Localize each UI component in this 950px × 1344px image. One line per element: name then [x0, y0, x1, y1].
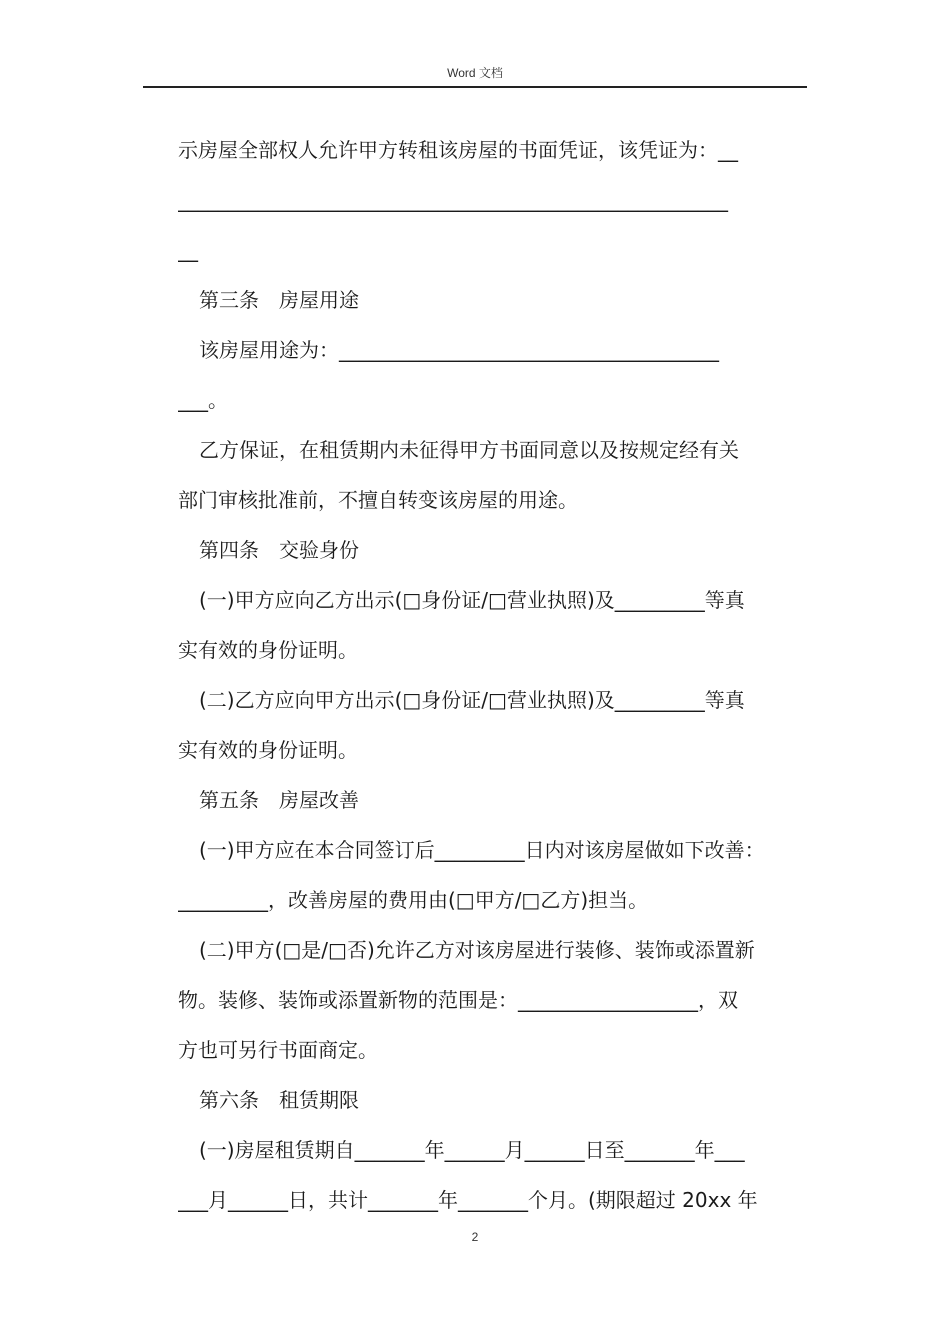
document-body — [178, 125, 804, 1225]
header-divider — [143, 86, 807, 88]
text-line: 示房屋全部权人允许甲方转租该房屋的书面凭证，该凭证为：__ — [178, 138, 738, 162]
text-line: 方也可另行书面商定。 — [178, 1038, 378, 1062]
text-line: (二)甲方(□是/□否)允许乙方对该房屋进行装修、装饰或添置新 — [199, 938, 755, 962]
text-line: 该房屋用途为：______________________________________ — [199, 338, 719, 362]
article-heading: 第六条 租赁期限 — [199, 1088, 359, 1112]
text-line: (一)房屋租赁期自_______年______月______日至_______年___ — [199, 1138, 745, 1162]
text-line: 物。装修、装饰或添置新物的范围是：__________________，双 — [178, 988, 738, 1012]
article-heading: 第四条 交验身份 — [199, 538, 359, 562]
text-line: __ — [178, 238, 198, 262]
page-number: 2 — [471, 1230, 479, 1244]
text-line: 实有效的身份证明。 — [178, 638, 358, 662]
text-line: 实有效的身份证明。 — [178, 738, 358, 762]
text-line: ___。 — [178, 388, 228, 412]
page-header: Word 文档 — [447, 66, 503, 80]
text-line: _________，改善房屋的费用由(□甲方/□乙方)担当。 — [178, 888, 649, 912]
text-line: (二)乙方应向甲方出示(□身份证/□营业执照)及_________等真 — [199, 688, 745, 712]
article-heading: 第五条 房屋改善 — [199, 788, 359, 812]
text-line: (一)甲方应向乙方出示(□身份证/□营业执照)及_________等真 — [199, 588, 745, 612]
article-heading: 第三条 房屋用途 — [199, 288, 359, 312]
text-line: 乙方保证，在租赁期内未征得甲方书面同意以及按规定经有关 — [199, 438, 739, 462]
text-line: 部门审核批准前，不擅自转变该房屋的用途。 — [178, 488, 578, 512]
text-line: (一)甲方应在本合同签订后_________日内对该房屋做如下改善： — [199, 838, 765, 862]
text-line: _______________________________________________________ — [178, 188, 728, 212]
text-line: ___月______日，共计_______年_______个月。(期限超过 20xx 年 — [178, 1188, 758, 1212]
